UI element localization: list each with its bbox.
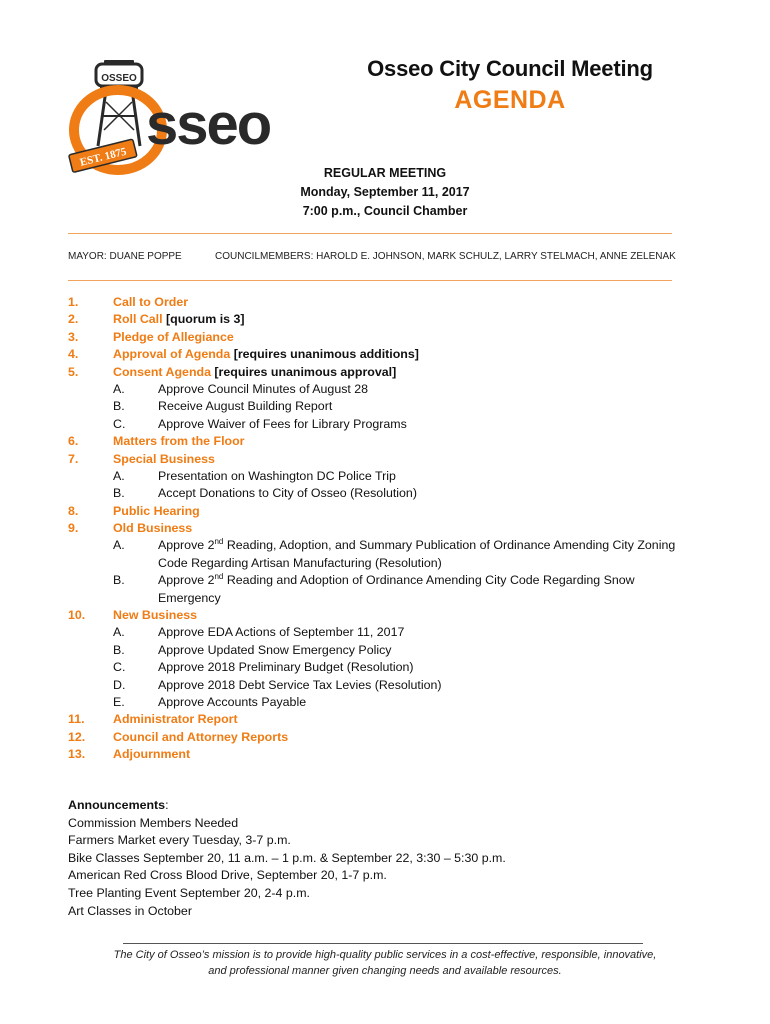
sub-item: [68, 381, 708, 398]
sub-letter: B.: [113, 573, 125, 588]
sub-text: Approve Accounts Payable: [158, 694, 307, 709]
sub-item: [68, 659, 708, 676]
item-note: [requires unanimous additions]: [230, 347, 419, 362]
sub-text: Accept Donations to City of Osseo (Resolution): [158, 486, 417, 501]
sub-text: Approve EDA Actions of September 11, 2017: [158, 625, 405, 640]
announcements: [68, 797, 708, 920]
mission-line: The City of Osseo’s mission is to provide high-quality public services in a cost-effective, responsible, innovative,: [113, 949, 657, 961]
sub-item-continuation: [68, 555, 708, 572]
meeting-details: [230, 164, 540, 221]
sub-item: [68, 677, 708, 694]
agenda-item: [68, 451, 708, 468]
item-note: [requires unanimous approval]: [210, 364, 397, 379]
sub-item-continuation: [68, 590, 708, 607]
tower-text: OSSEO: [101, 73, 137, 84]
sub-text: Code Regarding Artisan Manufacturing (Resolution): [158, 555, 442, 570]
sub-letter: B.: [113, 642, 125, 657]
sub-letter: C.: [113, 416, 126, 431]
agenda-item: [68, 607, 708, 624]
agenda-list: [68, 294, 708, 764]
meeting-time-place: 7:00 p.m., Council Chamber: [302, 204, 468, 218]
announcement-item: Art Classes in October: [68, 903, 192, 918]
sub-text: Approve Updated Snow Emergency Policy: [158, 642, 392, 657]
agenda-item: [68, 364, 708, 381]
item-heading: Public Hearing: [113, 503, 200, 518]
agenda-item: [68, 433, 708, 450]
mission-line: and professional manner given changing needs and available resources.: [208, 965, 562, 977]
sub-letter: A.: [113, 381, 125, 396]
item-number: 10.: [68, 608, 86, 623]
item-heading: Call to Order: [113, 295, 189, 309]
announcements-heading-line: Announcements:: [68, 798, 169, 812]
item-heading: New Business: [113, 608, 198, 623]
sub-letter: D.: [113, 677, 126, 692]
item-heading: Roll Call: [113, 312, 163, 327]
announcement-item: American Red Cross Blood Drive, September 20, 1-7 p.m.: [68, 868, 387, 883]
sub-item: [68, 468, 708, 485]
item-number: 3.: [68, 329, 79, 344]
item-note: [quorum is 3]: [162, 312, 245, 327]
agenda-item: [68, 311, 708, 328]
osseo-city-logo: [66, 54, 316, 179]
sub-text: Approve Council Minutes of August 28: [158, 381, 369, 396]
agenda-item: [68, 520, 708, 537]
sub-item: [68, 694, 708, 711]
item-number: 11.: [68, 712, 85, 727]
agenda-item: [68, 746, 708, 763]
item-number: 4.: [68, 347, 79, 362]
agenda-item: [68, 294, 708, 311]
est-text: EST. 1875: [78, 145, 128, 169]
sub-letter: B.: [113, 399, 125, 414]
announcement-item: Commission Members Needed: [68, 815, 239, 830]
item-heading: Administrator Report: [113, 712, 238, 727]
announcement-item: Bike Classes September 20, 11 a.m. – 1 p.m. & September 22, 3:30 – 5:30 p.m.: [68, 850, 506, 865]
divider-top: [68, 233, 672, 234]
item-heading: Consent Agenda: [113, 364, 211, 379]
agenda-item: [68, 329, 708, 346]
item-number: 2.: [68, 312, 79, 327]
logo-wordmark: sseo: [146, 92, 271, 157]
item-number: 12.: [68, 729, 86, 744]
item-heading: Approval of Agenda: [113, 347, 231, 362]
page-title: Osseo City Council Meeting: [367, 56, 653, 81]
sub-letter: A.: [113, 468, 125, 483]
sub-text: Receive August Building Report: [158, 399, 333, 414]
mayor-label: MAYOR: DUANE POPPE: [68, 251, 182, 262]
footer-divider: [123, 943, 643, 944]
item-number: 5.: [68, 364, 79, 379]
item-number: 1.: [68, 295, 79, 309]
agenda-item: [68, 711, 708, 728]
item-number: 6.: [68, 434, 79, 449]
sub-letter: C.: [113, 660, 126, 675]
item-number: 13.: [68, 747, 86, 762]
sub-text: Approve Waiver of Fees for Library Programs: [158, 416, 407, 431]
agenda-item: [68, 346, 708, 363]
sub-letter: E.: [113, 694, 125, 709]
sub-text: Approve 2nd Reading and Adoption of Ordinance Amending City Code Regarding Snow: [158, 572, 635, 588]
sub-text: Emergency: [158, 590, 221, 605]
sub-item: [68, 572, 708, 589]
announcement-item: Tree Planting Event September 20, 2-4 p.m.: [68, 885, 310, 900]
item-number: 9.: [68, 521, 79, 536]
sub-item: [68, 537, 708, 554]
councilmembers-label: COUNCILMEMBERS: HAROLD E. JOHNSON, MARK SCHULZ, LARRY STELMACH, ANNE ZELENAK: [215, 251, 676, 262]
item-heading: Council and Attorney Reports: [113, 729, 289, 744]
meeting-date: Monday, September 11, 2017: [300, 185, 470, 199]
sub-item: [68, 624, 708, 641]
title-block: [340, 56, 680, 115]
sub-item: [68, 485, 708, 502]
sub-text: Approve 2nd Reading, Adoption, and Summary Publication of Ordinance Amending City Zoning: [158, 537, 676, 553]
item-heading: Matters from the Floor: [113, 434, 245, 449]
sub-item: [68, 416, 708, 433]
sub-text: Approve 2018 Debt Service Tax Levies (Resolution): [158, 677, 442, 692]
agenda-heading: AGENDA: [454, 86, 566, 114]
announcement-item: Farmers Market every Tuesday, 3-7 p.m.: [68, 833, 291, 848]
sub-item: [68, 642, 708, 659]
mission-statement: [70, 947, 700, 979]
sub-letter: A.: [113, 538, 125, 553]
agenda-item: [68, 729, 708, 746]
sub-letter: A.: [113, 625, 125, 640]
announcements-heading: Announcements: [68, 798, 166, 812]
item-heading: Pledge of Allegiance: [113, 329, 234, 344]
sub-letter: B.: [113, 486, 125, 501]
divider-bottom: [68, 280, 672, 281]
item-heading: Old Business: [113, 521, 193, 536]
meeting-type: REGULAR MEETING: [323, 166, 447, 180]
sub-text: Approve 2018 Preliminary Budget (Resolution): [158, 660, 414, 675]
item-number: 8.: [68, 503, 79, 518]
item-heading: Adjournment: [113, 747, 191, 762]
item-heading: Special Business: [113, 451, 215, 466]
item-number: 7.: [68, 451, 79, 466]
agenda-item: [68, 503, 708, 520]
sub-item: [68, 398, 708, 415]
sub-text: Presentation on Washington DC Police Trip: [158, 468, 396, 483]
